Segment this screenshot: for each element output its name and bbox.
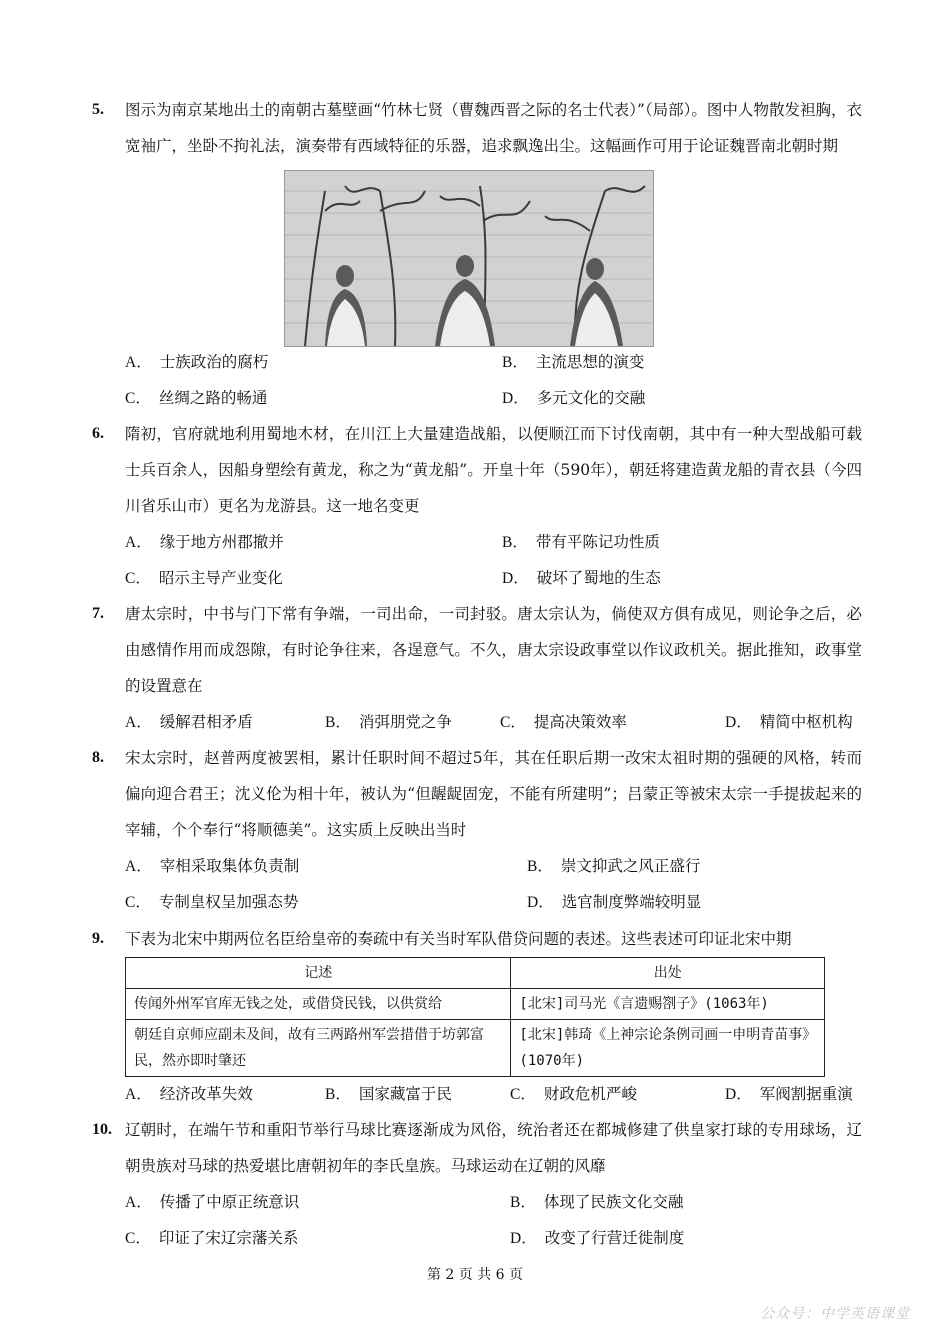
question-number: 10. xyxy=(92,1121,112,1138)
question-8-options xyxy=(125,848,865,920)
question-stem: 辽朝时，在端午节和重阳节举行马球比赛逐渐成为风俗，统治者还在都城修建了供皇家打球的专用球场，辽朝贵族对马球的热爱堪比唐朝初年的李氏皇族。马球运动在辽朝的风靡 xyxy=(125,1121,862,1175)
question-stem: 唐太宗时，中书与门下常有争端，一司出命，一司封驳。唐太宗认为，倘使双方俱有成见，则论争之后，必由感情作用而成怨隙，有时论争往来，各逞意气。不久，唐太宗设政事堂以作议政机关。据此推知，政事堂的设置意在 xyxy=(125,605,862,695)
option-d[interactable]: D． 改变了行营迁徙制度 xyxy=(510,1229,685,1247)
question-7 xyxy=(92,596,862,704)
question-number: 5. xyxy=(92,101,104,118)
option-d[interactable]: D． 选官制度弊端较明显 xyxy=(527,893,702,911)
question-10-options xyxy=(125,1184,865,1256)
table-cell: [北宋]司马光《言遗赐劄子》(1063年) xyxy=(511,989,825,1020)
question-7-options xyxy=(125,704,865,740)
option-d[interactable]: D． 破坏了蜀地的生态 xyxy=(502,569,661,587)
question-10 xyxy=(92,1112,862,1184)
table-cell: [北宋]韩琦《上神宗论条例司画一申明青苗事》(1070年) xyxy=(511,1020,825,1077)
question-number: 7. xyxy=(92,605,104,622)
option-b[interactable]: B． 主流思想的演变 xyxy=(502,353,645,371)
mural-painting-image xyxy=(284,170,654,347)
table-row xyxy=(126,1020,825,1077)
question-6-options xyxy=(125,524,865,596)
option-c[interactable]: C． 昭示主导产业变化 xyxy=(125,569,283,587)
table-row xyxy=(126,989,825,1020)
option-c[interactable]: C． 财政危机严峻 xyxy=(510,1085,637,1103)
question-5-options xyxy=(125,344,865,416)
question-number: 9. xyxy=(92,930,104,947)
option-b[interactable]: B． 国家藏富于民 xyxy=(325,1085,452,1103)
question-8 xyxy=(92,740,862,848)
option-b[interactable]: B． 消弭朋党之争 xyxy=(325,713,452,731)
option-a[interactable]: A． 传播了中原正统意识 xyxy=(125,1193,300,1211)
option-a[interactable]: A． 缓解君相矛盾 xyxy=(125,713,253,731)
option-c[interactable]: C． 提高决策效率 xyxy=(500,713,627,731)
sources-table xyxy=(125,957,825,1077)
option-b[interactable]: B． 崇文抑武之风正盛行 xyxy=(527,857,701,875)
question-6 xyxy=(92,416,862,524)
column-header: 记述 xyxy=(126,958,511,989)
option-c[interactable]: C． 印证了宋辽宗藩关系 xyxy=(125,1229,299,1247)
option-d[interactable]: D． 军阀割据重演 xyxy=(725,1085,853,1103)
table-cell: 传闻外州军官库无钱之处，或借贷民钱，以供赏给 xyxy=(126,989,511,1020)
question-5 xyxy=(92,92,862,164)
question-9 xyxy=(92,921,862,957)
option-a[interactable]: A． 缘于地方州郡撤并 xyxy=(125,533,284,551)
table-header-row xyxy=(126,958,825,989)
option-b[interactable]: B． 体现了民族文化交融 xyxy=(510,1193,684,1211)
question-9-options xyxy=(125,1076,865,1112)
column-header: 出处 xyxy=(511,958,825,989)
question-number: 6. xyxy=(92,425,104,442)
question-stem: 下表为北宋中期两位名臣给皇帝的奏疏中有关当时军队借贷问题的表述。这些表述可印证北宋中期 xyxy=(125,930,792,948)
option-d[interactable]: D． 多元文化的交融 xyxy=(502,389,646,407)
question-stem: 图示为南京某地出土的南朝古墓壁画“竹林七贤（曹魏西晋之际的名士代表）”（局部）。图中人物散发袒胸，衣宽袖广，坐卧不拘礼法，演奏带有西域特征的乐器，追求飘逸出尘。这幅画作可用于论证魏晋南北朝时期 xyxy=(125,101,862,155)
option-a[interactable]: A． 士族政治的腐朽 xyxy=(125,353,269,371)
question-stem: 隋初，官府就地利用蜀地木材，在川江上大量建造战船，以便顺江而下讨伐南朝，其中有一种大型战船可载士兵百余人，因船身塑绘有黄龙，称之为“黄龙船”。开皇十年（590年），朝廷将建造黄龙船的青衣县（今四川省乐山市）更名为龙游县。这一地名变更 xyxy=(125,425,862,515)
option-a[interactable]: A． 宰相采取集体负责制 xyxy=(125,857,300,875)
table-cell: 朝廷自京师应副未及间，故有三两路州军尝措借于坊郭富民，然亦即时肇还 xyxy=(126,1020,511,1077)
option-c[interactable]: C． 丝绸之路的畅通 xyxy=(125,389,268,407)
watermark: 公众号：中学英语课堂 xyxy=(760,1306,910,1322)
question-number: 8. xyxy=(92,749,104,766)
question-stem: 宋太宗时，赵普两度被罢相，累计任职时间不超过5年，其在任职后期一改宋太祖时期的强硬的风格，转而偏向迎合君王；沈义伦为相十年，被认为“但龌龊固宠，不能有所建明”；吕蒙正等被宋太宗一手提拔起来的宰辅，个个奉行“将顺德美”。这实质上反映出当时 xyxy=(125,749,862,839)
option-a[interactable]: A． 经济改革失效 xyxy=(125,1085,253,1103)
option-c[interactable]: C． 专制皇权呈加强态势 xyxy=(125,893,299,911)
page-footer: 第 2 页 共 6 页 xyxy=(426,1267,524,1283)
option-d[interactable]: D． 精简中枢机构 xyxy=(725,713,853,731)
option-b[interactable]: B． 带有平陈记功性质 xyxy=(502,533,660,551)
